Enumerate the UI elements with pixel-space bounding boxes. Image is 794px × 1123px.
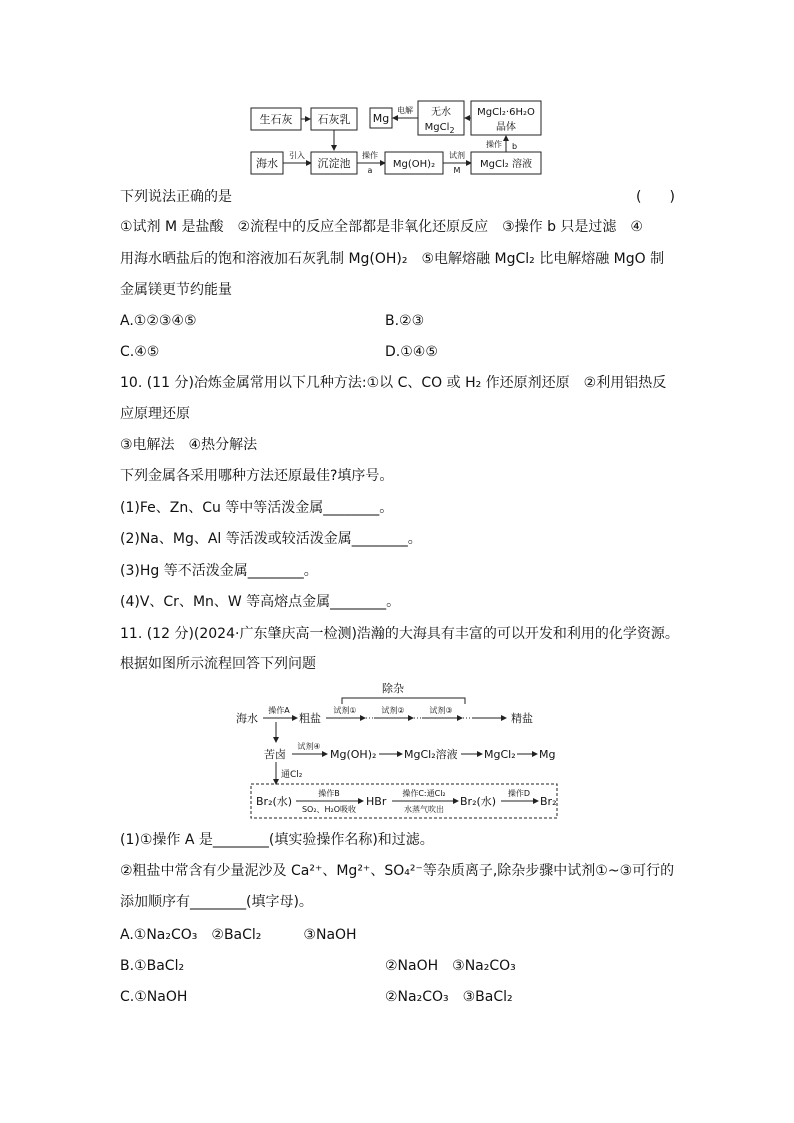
- label-jingti: 晶体: [496, 122, 516, 133]
- q11-part1: (1)①操作 A 是________(填实验操作名称)和过滤。: [120, 832, 434, 848]
- label-mgoh2: Mg(OH)₂: [392, 159, 436, 170]
- label-tong-cl2: 通Cl₂: [281, 770, 303, 780]
- label-dianjie: 电解: [397, 106, 413, 115]
- label-mgcl2-6h2o: MgCl₂·6H₂O: [477, 107, 535, 118]
- q11-option-b-1: B.①BaCl₂: [120, 958, 185, 974]
- label-br2-shui: Br₂(水): [256, 795, 293, 808]
- label-wushui: 无水: [431, 107, 451, 118]
- q10-sub4: (4)V、Cr、Mn、W 等高熔点金属________。: [120, 594, 401, 610]
- label-shenghuihui: 生石灰: [259, 113, 293, 126]
- q11-option-c-1: C.①NaOH: [120, 989, 188, 1005]
- q10-line3: ③电解法 ④热分解法: [120, 437, 258, 453]
- q11-option-b-2: ②NaOH ③Na₂CO₃: [385, 958, 516, 974]
- label-mgcl2-sub: 2: [449, 126, 455, 135]
- label-mgcl2-2: MgCl₂: [484, 748, 516, 761]
- q10-line4: 下列金属各采用哪种方法还原最佳?填序号。: [120, 468, 394, 484]
- q10-sub3: (3)Hg 等不活泼金属________。: [120, 563, 318, 579]
- q9-option-d: D.①④⑤: [385, 344, 438, 360]
- q11-line2: 根据如图所示流程回答下列问题: [120, 656, 316, 672]
- q10-line1: 10. (11 分)冶炼金属常用以下几种方法:①以 C、CO 或 H₂ 作还原剂还原 ②利用铝热反: [120, 375, 667, 391]
- q10-sub1: (1)Fe、Zn、Cu 等中等活泼金属________。: [120, 500, 394, 516]
- label-mgcl2: MgCl: [424, 122, 450, 133]
- label-caozuo-C: 操作C:通Cl₂: [402, 789, 446, 798]
- label-yinru: 引入: [289, 151, 305, 160]
- label-shiji4: 试剂④: [297, 742, 321, 751]
- label-shihuiru: 石灰乳: [317, 113, 351, 126]
- q9-option-c: C.④⑤: [120, 344, 160, 360]
- label-shuizhengqi: 水蒸气吹出: [404, 805, 444, 814]
- label-caozuo-B: 操作B: [318, 789, 340, 798]
- label-b: b: [512, 142, 518, 151]
- q10-line2: 应原理还原: [120, 406, 190, 422]
- label-a: a: [367, 166, 373, 175]
- label-br2: Br₂: [540, 795, 557, 808]
- q9-option-b: B.②③: [385, 313, 425, 329]
- q10-sub2: (2)Na、Mg、Al 等活泼或较活泼金属________。: [120, 531, 422, 547]
- q11-option-c-2: ②Na₂CO₃ ③BaCl₂: [385, 989, 513, 1005]
- label-shiji2: 试剂②: [381, 706, 405, 715]
- label-mgcl2-rongye: MgCl₂ 溶液: [480, 159, 532, 170]
- q9-statement-line1: ①试剂 M 是盐酸 ②流程中的反应全部都是非氧化还原反应 ③操作 b 只是过滤 ④: [120, 219, 643, 235]
- label-mgoh2-2: Mg(OH)₂: [330, 748, 377, 761]
- seawater-processing-flowchart: [0, 678, 794, 823]
- label-caozuo-A: 操作A: [268, 706, 290, 715]
- label-hbr: HBr: [366, 795, 387, 808]
- label-caozuo-D: 操作D: [507, 789, 531, 798]
- label-haishui2: 海水: [236, 712, 258, 725]
- label-caozuo-b: 操作: [486, 140, 502, 149]
- q9-statement-line2: 用海水晒盐后的饱和溶液加石灰乳制 Mg(OH)₂ ⑤电解熔融 MgCl₂ 比电解熔融 MgO 制: [120, 251, 665, 267]
- label-shiji: 试剂: [449, 151, 465, 160]
- label-caozuo-a: 操作: [362, 151, 378, 160]
- q9-option-a: A.①②③④⑤: [120, 313, 197, 329]
- label-shiji3: 试剂③: [429, 706, 453, 715]
- q9-prompt: 下列说法正确的是: [120, 189, 232, 205]
- label-kulu: 苦卤: [264, 748, 286, 761]
- label-chuza: 除杂: [382, 682, 404, 695]
- label-cuyan: 粗盐: [299, 712, 321, 725]
- q11-part2-line1: ②粗盐中常含有少量泥沙及 Ca²⁺、Mg²⁺、SO₄²⁻等杂质离子,除杂步骤中试剂①~③可行的: [120, 863, 675, 879]
- q11-line1: 11. (12 分)(2024·广东肇庆高一检测)浩瀚的大海具有丰富的可以开发和利用的化学资源。: [120, 626, 679, 642]
- label-haishui: 海水: [256, 157, 278, 170]
- label-jingyan: 精盐: [511, 712, 533, 725]
- label-M: M: [453, 166, 461, 175]
- label-mg: Mg: [372, 112, 390, 125]
- label-br2-shui2: Br₂(水): [460, 795, 497, 808]
- label-mgcl2-rongye2: MgCl₂溶液: [404, 748, 458, 761]
- mg-extraction-flowchart: [0, 0, 794, 180]
- label-mg2: Mg: [539, 748, 556, 761]
- label-chendianchi: 沉淀池: [317, 157, 351, 170]
- q9-statement-line3: 金属镁更节约能量: [120, 282, 232, 298]
- label-shiji1: 试剂①: [333, 706, 357, 715]
- q11-option-a: A.①Na₂CO₃ ②BaCl₂ ③NaOH: [120, 927, 357, 943]
- q11-part2-line2: 添加顺序有________(填字母)。: [120, 894, 313, 910]
- q9-answer-paren: ( ): [636, 189, 675, 205]
- label-so2-h2o: SO₂、H₂O吸收: [301, 805, 357, 814]
